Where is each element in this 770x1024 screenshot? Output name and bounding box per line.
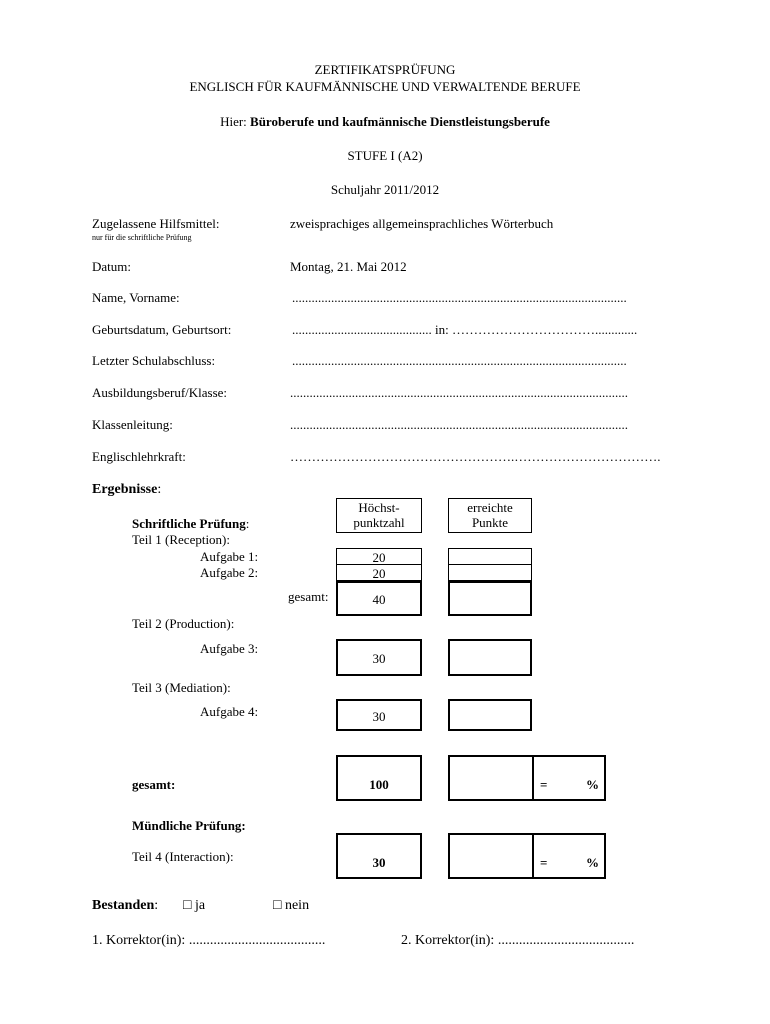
name-field[interactable]: ....................................................................................................... <box>292 290 627 305</box>
schulabschluss-field[interactable]: ....................................................................................................... <box>292 353 627 368</box>
teil2-label: Teil 2 (Production): <box>132 616 235 631</box>
korrektor2-field[interactable]: ....................................... <box>497 933 635 948</box>
aufgabe2-max-cell <box>336 564 422 581</box>
aufgabe2-label: Aufgabe 2: <box>200 565 259 580</box>
teil4-points-cell <box>448 833 606 879</box>
name-label: Name, Vorname: <box>92 290 180 305</box>
hier-prefix: Hier: <box>220 114 251 129</box>
klassenleitung-field[interactable]: ........................................................................................................ <box>290 417 628 432</box>
checkbox-nein-icon[interactable]: □ <box>273 898 282 913</box>
gesamt-teil1-points-cell[interactable] <box>448 581 532 616</box>
option-ja-label: ja <box>194 898 206 913</box>
col-header-achieved <box>448 498 532 533</box>
gesamt-divider <box>532 755 534 801</box>
option-nein[interactable] <box>273 898 309 914</box>
col-header-achieved-line1: erreichte <box>467 500 513 515</box>
aufgabe4-max-cell <box>336 699 422 731</box>
geburt-label: Geburtsdatum, Geburtsort: <box>92 322 232 337</box>
teil4-divider <box>532 833 534 879</box>
results-heading <box>92 482 161 498</box>
teil4-label: Teil 4 (Interaction): <box>132 849 234 864</box>
bestanden-label-colon: : <box>154 898 159 913</box>
aufgabe1-max-cell <box>336 548 422 565</box>
aufgabe4-points-cell[interactable] <box>448 699 532 731</box>
korrektor1-label: 1. Korrektor(in): <box>92 933 186 948</box>
teil1-label: Teil 1 (Reception): <box>132 532 231 547</box>
subtitle-hier <box>0 114 770 130</box>
gesamt-equals: = <box>540 777 548 792</box>
aufgabe2-points-cell[interactable] <box>448 564 532 581</box>
written-label <box>132 516 249 532</box>
ausbildung-label: Ausbildungsberuf/Klasse: <box>92 385 228 400</box>
bestanden-label <box>92 898 158 914</box>
option-nein-label: nein <box>284 898 310 913</box>
aufgabe1-max: 20 <box>372 550 386 565</box>
teil4-equals: = <box>540 855 548 870</box>
col-header-max <box>336 498 422 533</box>
klassenleitung-label: Klassenleitung: <box>92 417 173 432</box>
col-header-max-line1: Höchst- <box>358 500 400 515</box>
stufe: STUFE I (A2) <box>347 148 423 163</box>
teil4-max-cell <box>336 833 422 879</box>
gesamt-points-input[interactable] <box>450 757 532 799</box>
results-heading-colon: : <box>157 482 162 497</box>
teil4-max: 30 <box>372 855 386 870</box>
korrektor1-field[interactable]: ....................................... <box>188 933 326 948</box>
teil4-points-input[interactable] <box>450 835 532 877</box>
aufgabe4-max: 30 <box>372 709 386 724</box>
lehrkraft-field[interactable]: …………………………………………….……………………………. <box>290 449 661 464</box>
teil3-label: Teil 3 (Mediation): <box>132 680 231 695</box>
korrektor2 <box>401 933 634 949</box>
gesamt-label: gesamt: <box>132 777 176 792</box>
title-line-2: ENGLISCH FÜR KAUFMÄNNISCHE UND VERWALTENDE BERUFE <box>189 79 581 94</box>
korrektor1 <box>92 933 325 949</box>
option-ja[interactable] <box>183 898 205 914</box>
teil4-percent: % <box>586 855 599 870</box>
korrektor2-label: 2. Korrektor(in): <box>401 933 495 948</box>
hilfsmittel-value: zweisprachiges allgemeinsprachliches Wörterbuch <box>290 216 554 231</box>
written-label-text: Schriftliche Prüfung <box>132 516 246 531</box>
gesamt-max: 100 <box>369 777 389 792</box>
hilfsmittel-note: nur für die schriftliche Prüfung <box>92 233 192 242</box>
aufgabe3-max-cell <box>336 639 422 676</box>
hier-text: Büroberufe und kaufmännische Dienstleistungsberufe <box>250 114 550 129</box>
col-header-max-line2: punktzahl <box>353 515 405 530</box>
gesamt-max-cell <box>336 755 422 801</box>
gesamt-teil1-label: gesamt: <box>288 589 329 604</box>
aufgabe1-points-cell[interactable] <box>448 548 532 565</box>
aufgabe2-max: 20 <box>372 566 386 581</box>
col-header-achieved-line2: Punkte <box>471 515 509 530</box>
aufgabe3-points-cell[interactable] <box>448 639 532 676</box>
results-heading-text: Ergebnisse <box>92 482 158 497</box>
schuljahr: Schuljahr 2011/2012 <box>330 182 440 197</box>
aufgabe4-label: Aufgabe 4: <box>200 704 259 719</box>
datum-value: Montag, 21. Mai 2012 <box>290 259 407 274</box>
datum-label: Datum: <box>92 259 131 274</box>
bestanden-label-text: Bestanden <box>92 898 155 913</box>
aufgabe1-label: Aufgabe 1: <box>200 549 259 564</box>
gesamt-teil1-max: 40 <box>372 592 386 607</box>
written-label-colon: : <box>245 516 250 531</box>
ausbildung-field[interactable]: ........................................................................................................ <box>290 385 628 400</box>
aufgabe3-label: Aufgabe 3: <box>200 641 259 656</box>
gesamt-points-cell <box>448 755 606 801</box>
aufgabe3-max: 30 <box>372 651 386 666</box>
hilfsmittel-label: Zugelassene Hilfsmittel: <box>92 216 220 231</box>
title-line-1: ZERTIFIKATSPRÜFUNG <box>314 62 456 77</box>
schulabschluss-label: Letzter Schulabschluss: <box>92 353 216 368</box>
gesamt-percent: % <box>586 777 599 792</box>
gesamt-teil1-max-cell <box>336 581 422 616</box>
lehrkraft-label: Englischlehrkraft: <box>92 449 186 464</box>
oral-label: Mündliche Prüfung: <box>132 818 246 833</box>
checkbox-ja-icon[interactable]: □ <box>183 898 192 913</box>
geburt-field[interactable]: ........................................... in: ……………………………............. <box>292 322 638 337</box>
